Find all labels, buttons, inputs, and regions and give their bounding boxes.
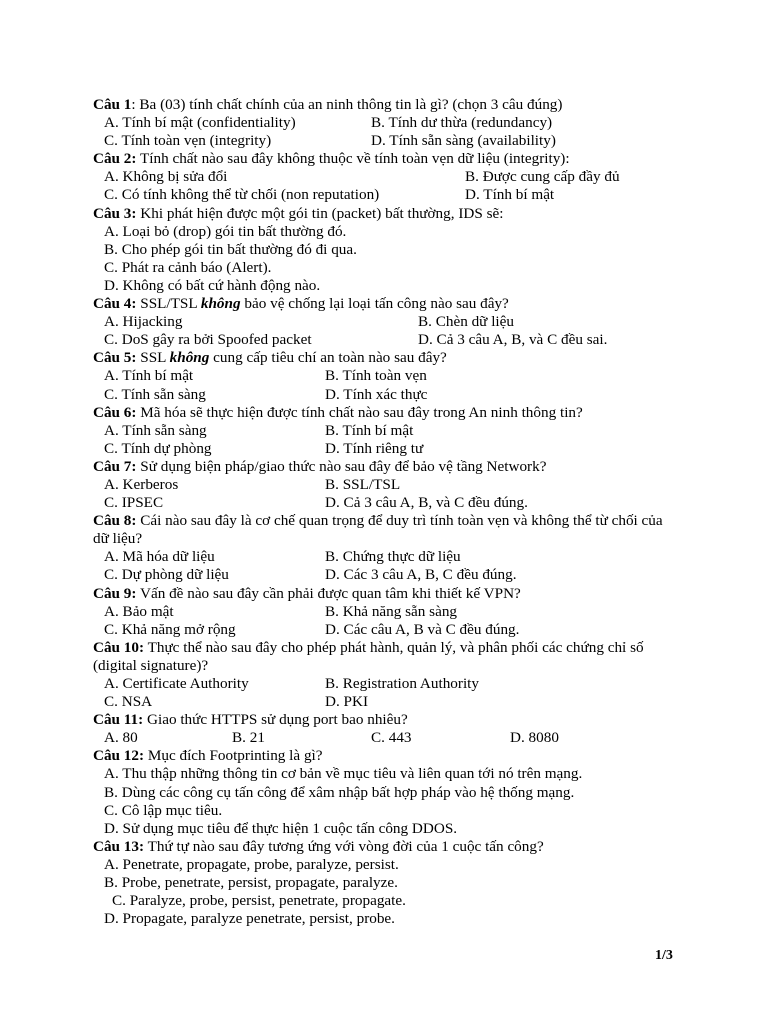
question <box>93 96 675 150</box>
answer-row <box>93 313 675 331</box>
question-text: Giao thức HTTPS sử dụng port bao nhiêu? <box>143 711 408 729</box>
question-text: SSL/TSL <box>136 295 201 313</box>
question-text: Vấn đề nào sau đây cần phải được quan tâm khi thiết kế VPN? <box>136 584 521 602</box>
answer-row <box>93 548 675 566</box>
answer-row <box>93 422 675 440</box>
page-number: 1/3 <box>655 948 673 963</box>
answer-option: A. Mã hóa dữ liệu <box>104 548 215 566</box>
emphasis-word: không <box>200 295 241 313</box>
answer-row <box>93 440 675 458</box>
answer-row <box>93 603 675 621</box>
answer-row <box>93 168 675 186</box>
answer-option: D. Propagate, paralyze penetrate, persist, probe. <box>104 910 395 928</box>
question-stem <box>93 349 675 367</box>
question-text-cont: cung cấp tiêu chí an toàn nào sau đây? <box>209 349 447 367</box>
question-stem <box>93 96 675 114</box>
answer-option: C. 443 <box>371 729 412 747</box>
answer-option: B. Khả năng sẵn sàng <box>325 602 458 620</box>
question-list <box>93 96 675 928</box>
answer-row <box>93 621 675 639</box>
answer-option: A. Tính sẵn sàng <box>104 421 207 439</box>
question-stem <box>93 639 675 675</box>
question-number: Câu 1 <box>93 96 132 113</box>
question-number: Câu 3: <box>93 204 137 222</box>
question-stem <box>93 150 675 168</box>
question <box>93 150 675 204</box>
question-number: Câu 13: <box>93 837 145 855</box>
question-number: Câu 8: <box>93 512 137 530</box>
question-number: Câu 2: <box>93 150 137 168</box>
answer-option: B. SSL/TSL <box>325 475 401 493</box>
question-number: Câu 6: <box>93 403 137 421</box>
question-text: Thứ tự nào sau đây tương ứng với vòng đời của 1 cuộc tấn công? <box>144 837 544 855</box>
answer-option: B. Chứng thực dữ liệu <box>325 548 461 566</box>
answer-option: A. Bảo mật <box>104 602 174 620</box>
question-text: Mã hóa sẽ thực hiện được tính chất nào sau đây trong An ninh thông tin? <box>136 403 583 421</box>
answer-option: B. Chèn dữ liệu <box>418 313 514 331</box>
question-text-cont: bảo vệ chống lại loại tấn công nào sau đây? <box>240 295 509 313</box>
answer-option: B. Tính bí mật <box>325 421 414 439</box>
answer-option: B. 21 <box>232 729 265 747</box>
question-stem <box>93 747 675 765</box>
question-stem <box>93 585 675 603</box>
question-stem <box>93 512 675 548</box>
answer-option: D. Các câu A, B và C đều đúng. <box>325 620 520 638</box>
question-text: Cái nào sau đây là cơ chế quan trọng để duy trì tính toàn vẹn và không thể từ chối của dữ liệu? <box>93 512 663 548</box>
question-text: Mục đích Footprinting là gì? <box>144 747 323 765</box>
answer-option: D. Cả 3 câu A, B, và C đều đúng. <box>325 494 528 512</box>
question-text: SSL <box>136 349 170 367</box>
answer-row <box>93 386 675 404</box>
answer-option: D. Tính bí mật <box>465 186 555 204</box>
answer-option: D. Cả 3 câu A, B, và C đều sai. <box>418 331 608 349</box>
answer-option: A. Kerberos <box>104 475 179 493</box>
question <box>93 512 675 584</box>
answer-option: B. Tính dư thừa (redundancy) <box>371 114 553 132</box>
answer-option: C. Phát ra cảnh báo (Alert). <box>104 258 272 276</box>
answer-row <box>93 132 675 150</box>
question-stem <box>93 711 675 729</box>
answer-option: C. NSA <box>104 693 153 711</box>
answer-row <box>93 476 675 494</box>
question-number: Câu 9: <box>93 584 137 602</box>
emphasis-word: không <box>169 349 210 367</box>
answer-option: B. Probe, penetrate, persist, propagate, paralyze. <box>104 874 398 892</box>
answer-option: C. Paralyze, probe, persist, penetrate, propagate. <box>112 892 406 910</box>
question-stem <box>93 205 675 223</box>
question-stem <box>93 295 675 313</box>
answer-row <box>93 693 675 711</box>
question-text: Tính chất nào sau đây không thuộc về tính toàn vẹn dữ liệu (integrity): <box>136 150 570 168</box>
question-number: Câu 4: <box>93 295 137 313</box>
answer-option: C. IPSEC <box>104 494 164 512</box>
answer-option: A. Certificate Authority <box>104 675 249 692</box>
answer-option: C. Cô lập mục tiêu. <box>104 801 223 819</box>
answer-option: A. Không bị sửa đổi <box>104 168 228 186</box>
answer-option: A. Thu thập những thông tin cơ bản về mục tiêu và liên quan tới nó trên mạng. <box>104 765 583 783</box>
question <box>93 585 675 639</box>
answer-option: C. DoS gây ra bởi Spoofed packet <box>104 331 312 349</box>
answer-row <box>93 331 675 349</box>
answer-row <box>93 367 675 385</box>
answer-option: B. Tính toàn vẹn <box>325 367 427 385</box>
answer-option: B. Dùng các công cụ tấn công để xâm nhập bất hợp pháp vào hệ thống mạng. <box>104 783 575 801</box>
answer-option: D. 8080 <box>510 729 559 747</box>
answer-option: D. Tính sẵn sàng (availability) <box>371 132 556 150</box>
question-number: Câu 7: <box>93 457 137 475</box>
answer-option: C. Dự phòng dữ liệu <box>104 566 229 584</box>
question <box>93 711 675 747</box>
question <box>93 639 675 711</box>
answer-row <box>93 675 675 693</box>
answer-option: D. Sử dụng mục tiêu để thực hiện 1 cuộc tấn công DDOS. <box>104 819 458 837</box>
answer-row <box>93 494 675 512</box>
answer-option: A. Hijacking <box>104 313 183 331</box>
question-stem <box>93 404 675 422</box>
answer-option: C. Tính sẵn sàng <box>104 385 206 403</box>
question <box>93 458 675 512</box>
question <box>93 838 675 928</box>
answer-option: D. Tính xác thực <box>325 385 428 403</box>
answer-option: C. Tính dự phòng <box>104 439 212 457</box>
question <box>93 747 675 837</box>
answer-option: C. Khả năng mở rộng <box>104 620 236 638</box>
answer-option: C. Có tính không thể từ chối (non reputation) <box>104 186 380 204</box>
question <box>93 404 675 458</box>
question-text: Thực thể nào sau đây cho phép phát hành, quản lý, và phân phối các chứng chỉ số (digital signature)? <box>93 638 644 674</box>
answer-row <box>93 186 675 204</box>
question-stem <box>93 838 675 856</box>
answer-option: A. Penetrate, propagate, probe, paralyze, persist. <box>104 855 399 873</box>
answer-option: B. Được cung cấp đầy đủ <box>465 168 620 186</box>
question <box>93 205 675 295</box>
question-text: Khi phát hiện được một gói tin (packet) bất thường, IDS sẽ: <box>136 204 504 222</box>
answer-option: D. Không có bất cứ hành động nào. <box>104 276 321 294</box>
answer-option: A. Tính bí mật (confidentiality) <box>104 114 296 132</box>
question-number: Câu 5: <box>93 349 137 367</box>
question-number: Câu 11: <box>93 711 144 729</box>
question-number: Câu 12: <box>93 747 145 765</box>
question-text: : Ba (03) tính chất chính của an ninh thông tin là gì? (chọn 3 câu đúng) <box>131 96 563 113</box>
answer-option: D. PKI <box>325 693 369 711</box>
answer-row <box>93 114 675 132</box>
answer-option: A. 80 <box>104 729 138 747</box>
answer-option: B. Cho phép gói tin bất thường đó đi qua. <box>104 240 357 258</box>
answer-option: A. Tính bí mật <box>104 367 194 385</box>
answer-option: D. Các 3 câu A, B, C đều đúng. <box>325 566 517 584</box>
question <box>93 295 675 349</box>
answer-option: D. Tính riêng tư <box>325 439 424 457</box>
question-text: Sử dụng biện pháp/giao thức nào sau đây để bảo vệ tầng Network? <box>136 457 547 475</box>
answer-row <box>93 729 675 747</box>
answer-option: B. Registration Authority <box>325 675 479 692</box>
answer-option: C. Tính toàn vẹn (integrity) <box>104 132 272 150</box>
question <box>93 349 675 403</box>
answer-option: A. Loại bỏ (drop) gói tin bất thường đó. <box>104 222 347 240</box>
answer-row <box>93 566 675 584</box>
question-stem <box>93 458 675 476</box>
question-number: Câu 10: <box>93 638 145 656</box>
